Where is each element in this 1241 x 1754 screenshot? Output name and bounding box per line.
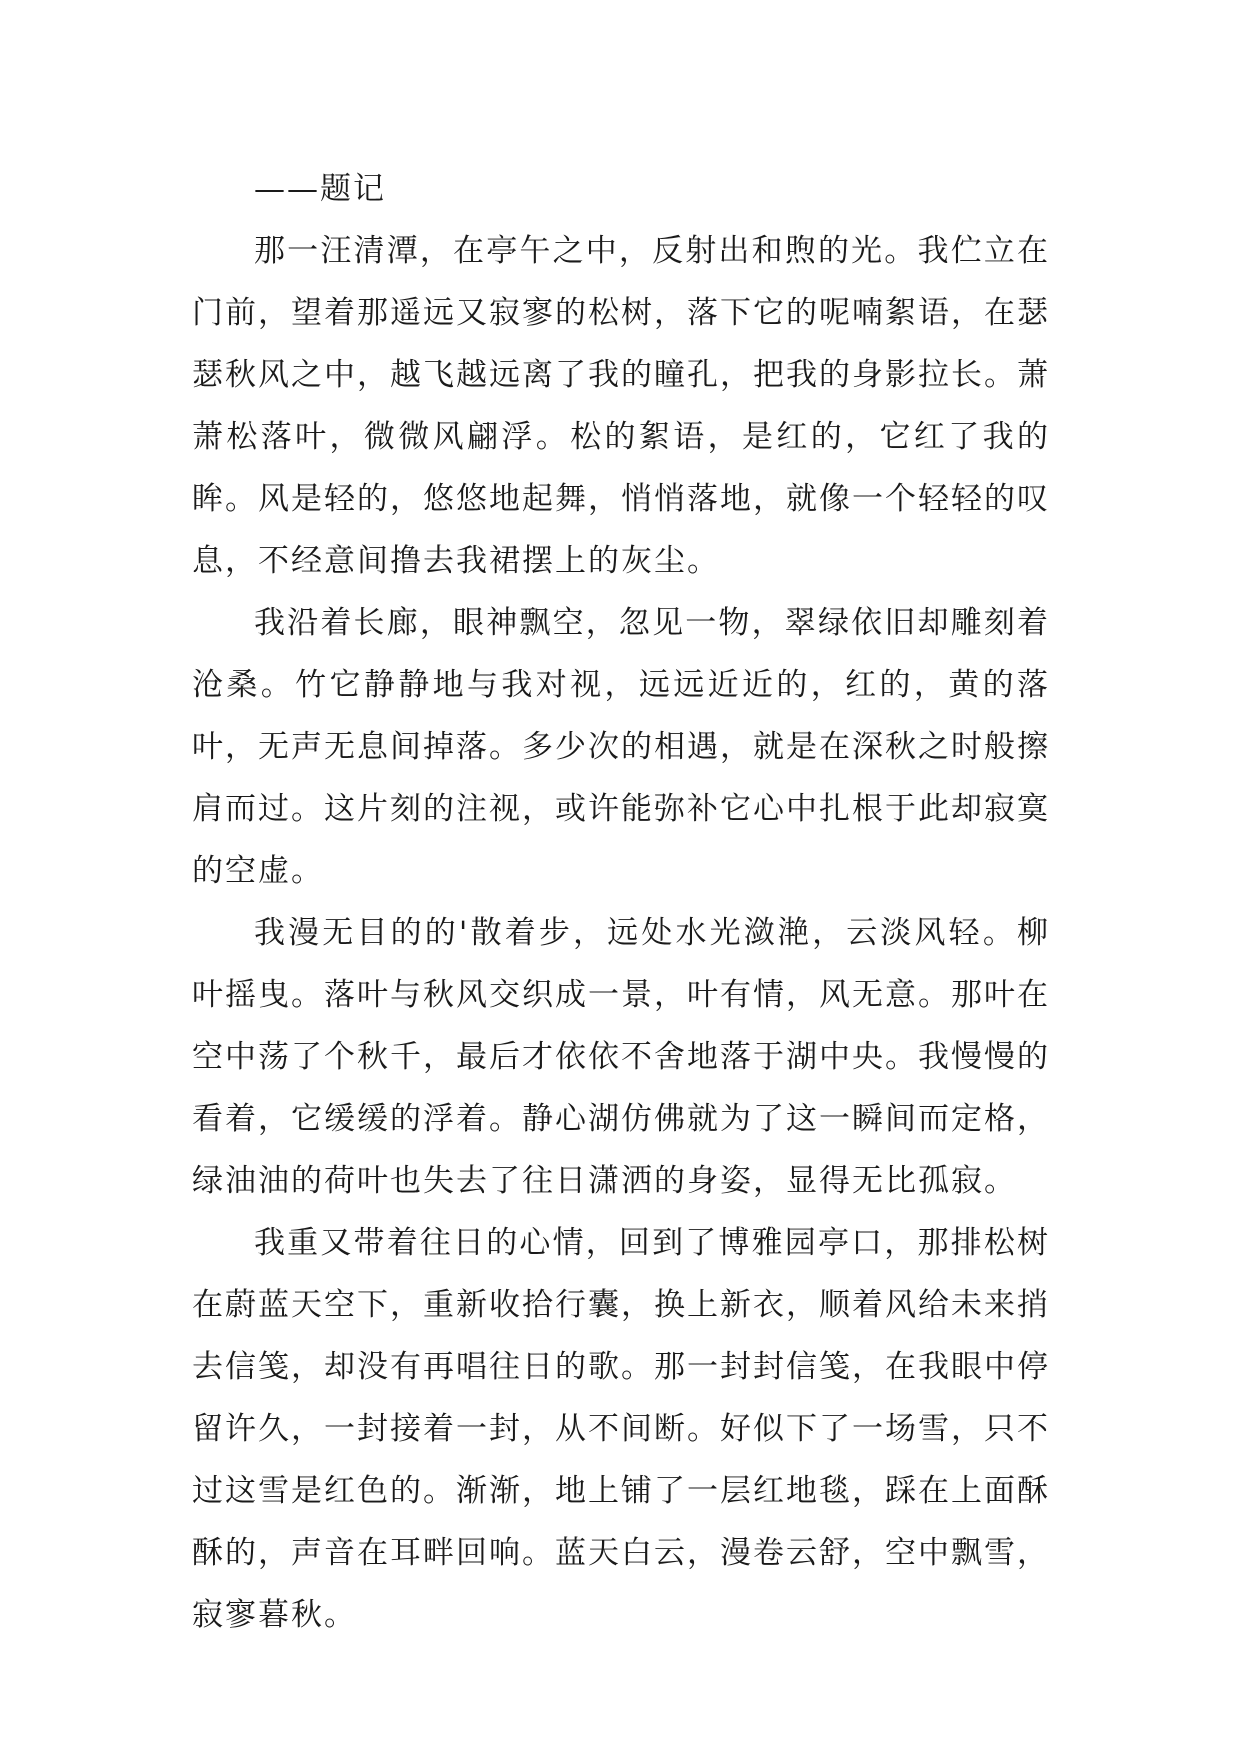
document-body bbox=[192, 158, 1050, 1646]
paragraph-2: 我沿着长廊，眼神飘空，忽见一物，翠绿依旧却雕刻着沧桑。竹它静静地与我对视，远远近近的，红的，黄的落叶，无声无息间掉落。多少次的相遇，就是在深秋之时般擦肩而过。这片刻的注视，或许能弥补它心中扎根于此却寂寞的空虚。 bbox=[192, 605, 1050, 889]
epigraph-attribution: ——题记 bbox=[254, 171, 386, 207]
paragraph-3: 我漫无目的的'散着步，远处水光潋滟，云淡风轻。柳叶摇曳。落叶与秋风交织成一景，叶有情，风无意。那叶在空中荡了个秋千，最后才依依不舍地落于湖中央。我慢慢的看着，它缓缓的浮着。静心湖仿佛就为了这一瞬间而定格，绿油油的荷叶也失去了往日潇洒的身姿，显得无比孤寂。 bbox=[192, 915, 1050, 1199]
paragraph-1: 那一汪清潭，在亭午之中，反射出和煦的光。我伫立在门前，望着那遥远又寂寥的松树，落下它的呢喃絮语，在瑟瑟秋风之中，越飞越远离了我的瞳孔，把我的身影拉长。萧萧松落叶，微微风翩浮。松的絮语，是红的，它红了我的眸。风是轻的，悠悠地起舞，悄悄落地，就像一个轻轻的叹息，不经意间撸去我裙摆上的灰尘。 bbox=[192, 233, 1050, 579]
paragraph-4: 我重又带着往日的心情，回到了博雅园亭口，那排松树在蔚蓝天空下，重新收拾行囊，换上新衣，顺着风给未来捎去信笺，却没有再唱往日的歌。那一封封信笺，在我眼中停留许久，一封接着一封，从不间断。好似下了一场雪，只不过这雪是红色的。渐渐，地上铺了一层红地毯，踩在上面酥酥的，声音在耳畔回响。蓝天白云，漫卷云舒，空中飘雪，寂寥暮秋。 bbox=[192, 1225, 1050, 1633]
